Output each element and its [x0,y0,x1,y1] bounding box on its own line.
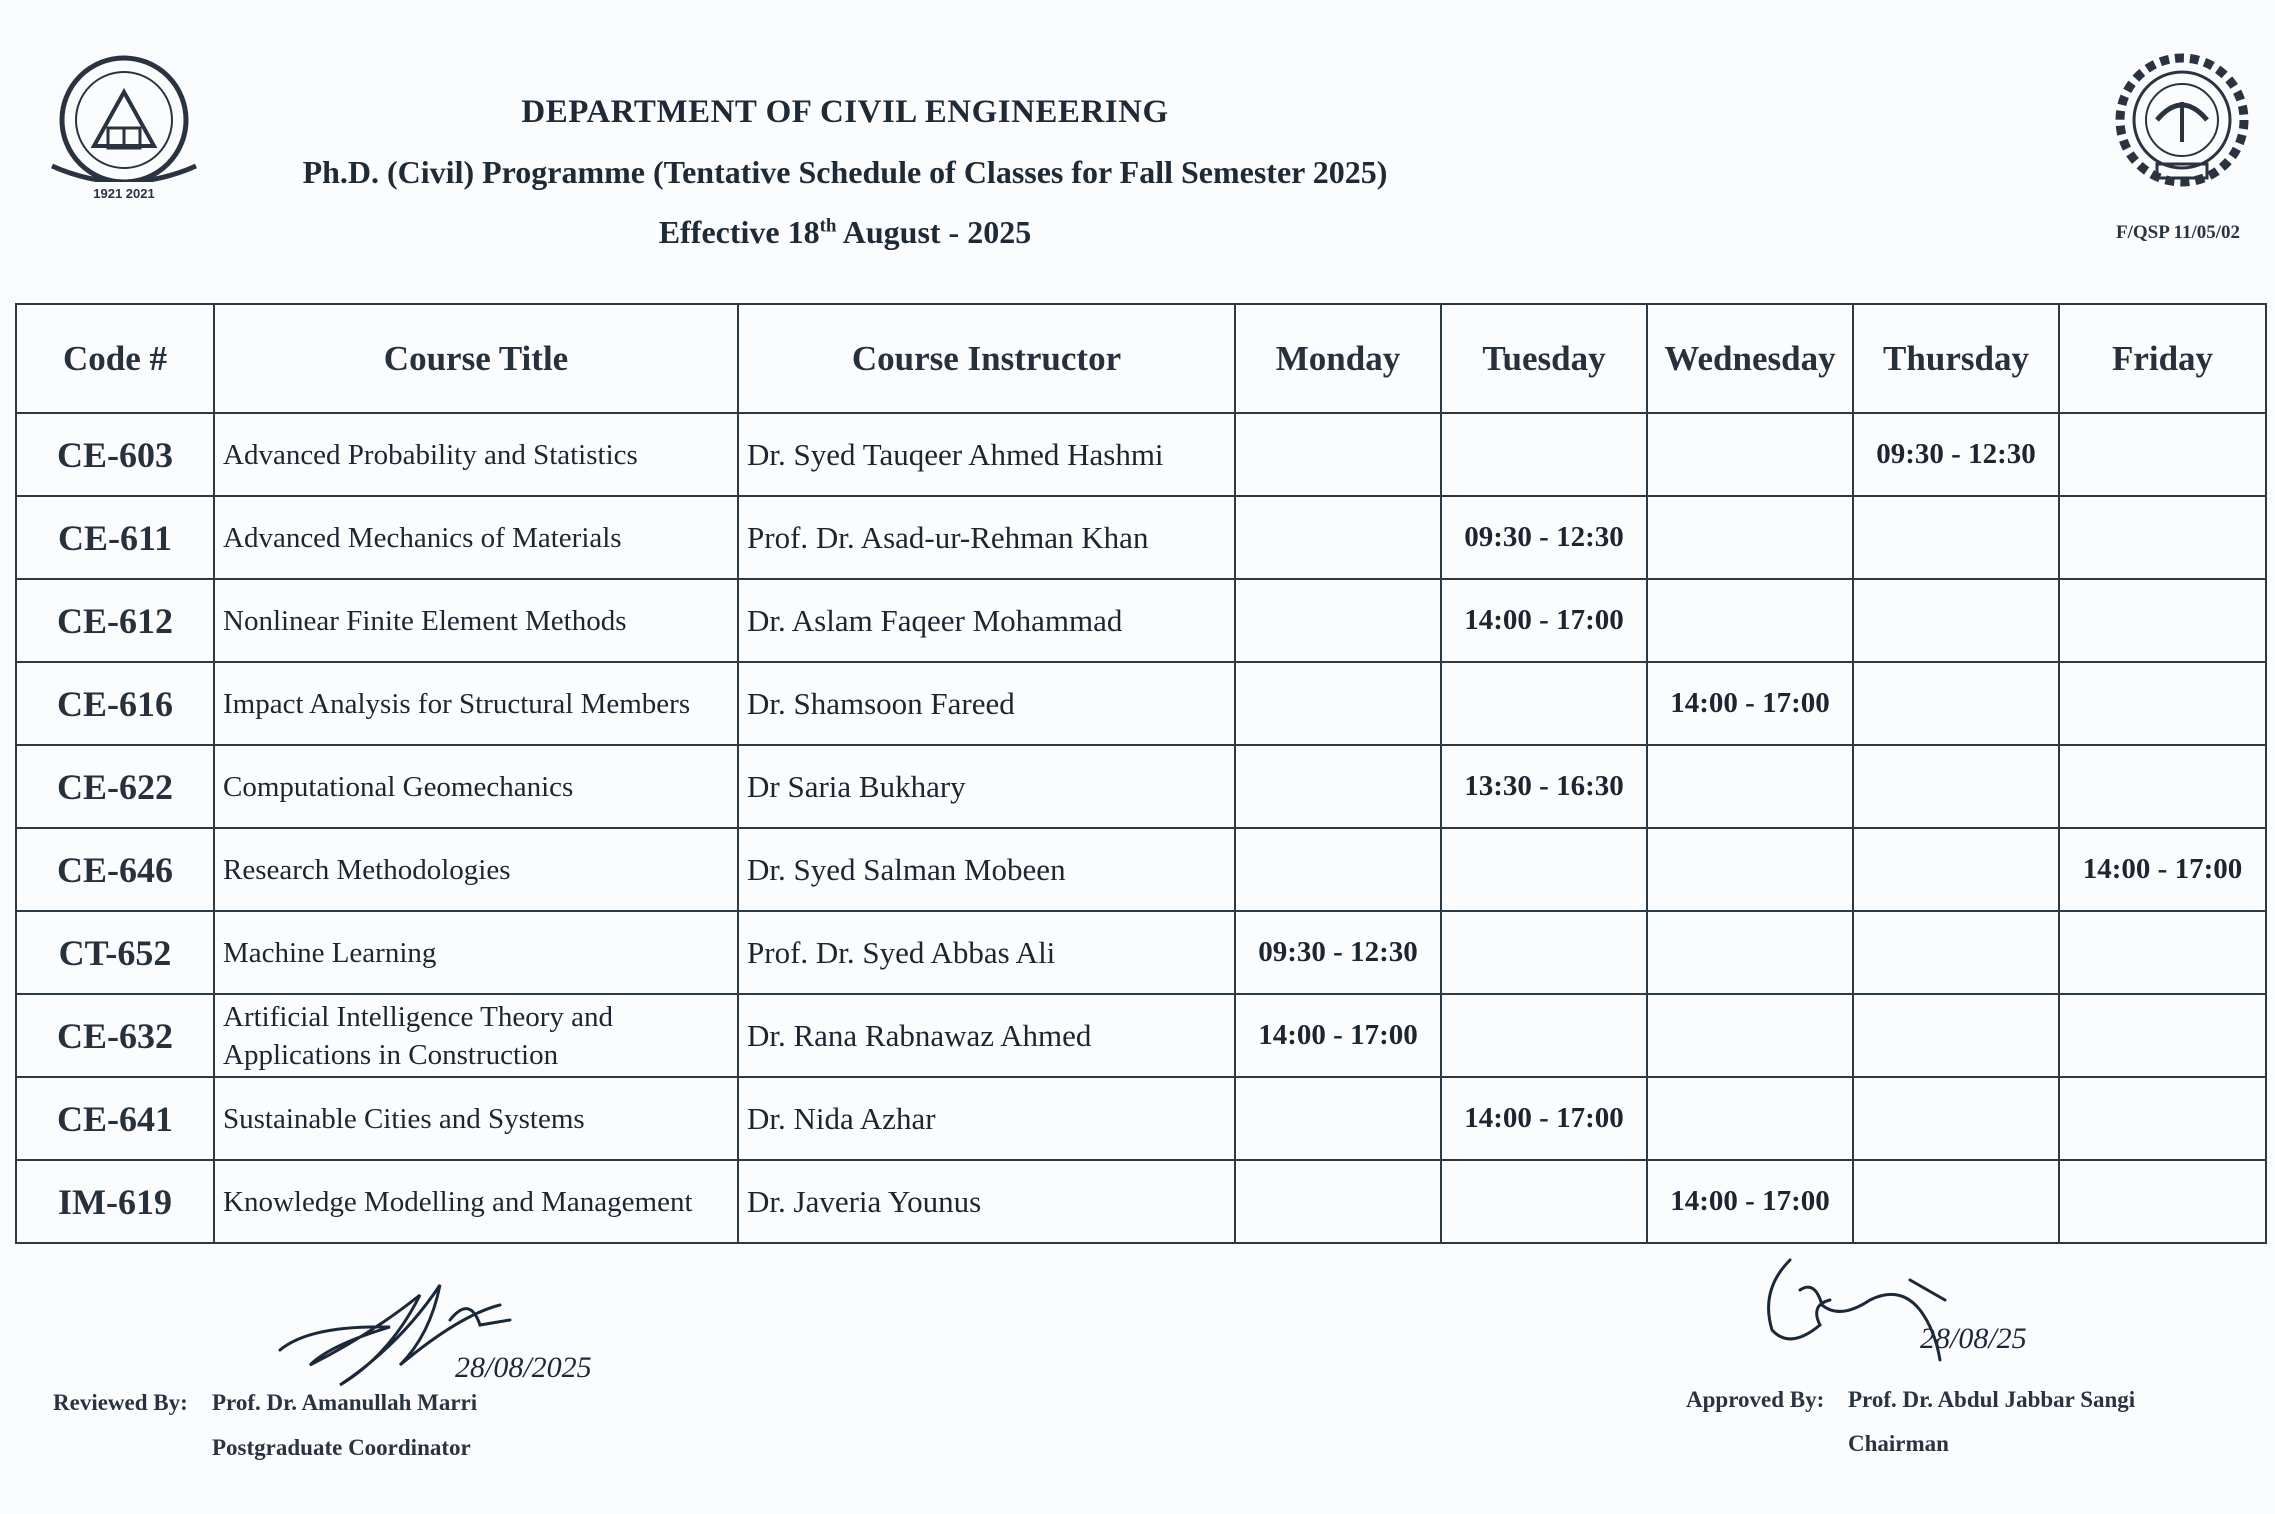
column-header: Code # [16,304,214,413]
approver-role: Chairman [1848,1431,1949,1456]
table-header-row [16,304,2266,413]
course-instructor: Prof. Dr. Syed Abbas Ali [738,911,1235,994]
reviewer-name: Prof. Dr. Amanullah Marri [212,1390,478,1415]
column-header: Course Title [214,304,738,413]
reviewer-signature-date: 28/08/2025 [455,1351,592,1384]
table-row [16,579,2266,662]
thursday-slot: 09:30 - 12:30 [1853,413,2059,496]
monday-slot [1235,828,1441,911]
tuesday-slot: 13:30 - 16:30 [1441,745,1647,828]
wednesday-slot [1647,579,1853,662]
friday-slot [2059,994,2266,1077]
course-title: Artificial Intelligence Theory and Applications in Construction [214,994,738,1077]
thursday-slot [1853,662,2059,745]
course-instructor: Dr. Shamsoon Fareed [738,662,1235,745]
approved-by-label: Approved By: [1686,1387,1825,1412]
table-row [16,828,2266,911]
tuesday-slot: 09:30 - 12:30 [1441,496,1647,579]
thursday-slot [1853,1077,2059,1160]
reviewer-role: Postgraduate Coordinator [212,1435,471,1460]
course-title: Impact Analysis for Structural Members [214,662,738,745]
column-header: Tuesday [1441,304,1647,413]
course-title: Advanced Mechanics of Materials [214,496,738,579]
tuesday-slot [1441,994,1647,1077]
tuesday-slot [1441,1160,1647,1243]
wednesday-slot [1647,994,1853,1077]
table-row [16,496,2266,579]
course-instructor: Prof. Dr. Asad-ur-Rehman Khan [738,496,1235,579]
seal-year: 1921 2021 [93,186,155,201]
tuesday-slot [1441,662,1647,745]
course-title: Advanced Probability and Statistics [214,413,738,496]
course-instructor: Dr Saria Bukhary [738,745,1235,828]
approver-name: Prof. Dr. Abdul Jabbar Sangi [1848,1387,2136,1412]
thursday-slot [1853,496,2059,579]
course-code: CE-646 [16,828,214,911]
department-title: DEPARTMENT OF CIVIL ENGINEERING [521,94,1169,130]
monday-slot [1235,662,1441,745]
table-row [16,745,2266,828]
course-code: CE-612 [16,579,214,662]
monday-slot [1235,1160,1441,1243]
course-code: IM-619 [16,1160,214,1243]
wednesday-slot [1647,828,1853,911]
tuesday-slot [1441,413,1647,496]
column-header: Thursday [1853,304,2059,413]
course-code: CE-641 [16,1077,214,1160]
approver-signature [1760,1250,2120,1380]
monday-slot [1235,745,1441,828]
wednesday-slot [1647,413,1853,496]
table-row [16,1160,2266,1243]
course-code: CT-652 [16,911,214,994]
tuesday-slot [1441,911,1647,994]
course-title: Research Methodologies [214,828,738,911]
course-code: CE-622 [16,745,214,828]
course-code: CE-611 [16,496,214,579]
friday-slot [2059,745,2266,828]
course-code: CE-632 [16,994,214,1077]
course-title: Computational Geomechanics [214,745,738,828]
table-row [16,413,2266,496]
tuesday-slot: 14:00 - 17:00 [1441,1077,1647,1160]
wednesday-slot: 14:00 - 17:00 [1647,1160,1853,1243]
reviewer-signature [270,1265,620,1395]
monday-slot [1235,496,1441,579]
friday-slot [2059,496,2266,579]
course-code: CE-603 [16,413,214,496]
wednesday-slot [1647,745,1853,828]
course-instructor: Dr. Aslam Faqeer Mohammad [738,579,1235,662]
friday-slot [2059,413,2266,496]
monday-slot [1235,579,1441,662]
column-header: Monday [1235,304,1441,413]
friday-slot [2059,1077,2266,1160]
table-row [16,911,2266,994]
course-instructor: Dr. Syed Tauqeer Ahmed Hashmi [738,413,1235,496]
effective-date: Effective 18th August - 2025 [658,214,1032,250]
thursday-slot [1853,745,2059,828]
monday-slot: 14:00 - 17:00 [1235,994,1441,1077]
course-code: CE-616 [16,662,214,745]
course-instructor: Dr. Syed Salman Mobeen [738,828,1235,911]
table-row [16,994,2266,1077]
thursday-slot [1853,579,2059,662]
course-title: Nonlinear Finite Element Methods [214,579,738,662]
course-title: Machine Learning [214,911,738,994]
engineering-gear-logo [2085,50,2275,200]
course-title: Sustainable Cities and Systems [214,1077,738,1160]
wednesday-slot [1647,911,1853,994]
schedule-table [15,303,2267,1244]
form-code: F/QSP 11/05/02 [2116,222,2241,243]
tuesday-slot [1441,828,1647,911]
monday-slot [1235,1077,1441,1160]
thursday-slot [1853,1160,2059,1243]
reviewed-by-label: Reviewed By: [53,1390,188,1415]
course-instructor: Dr. Javeria Younus [738,1160,1235,1243]
table-row [16,662,2266,745]
friday-slot [2059,579,2266,662]
friday-slot [2059,911,2266,994]
tuesday-slot: 14:00 - 17:00 [1441,579,1647,662]
column-header: Course Instructor [738,304,1235,413]
course-instructor: Dr. Nida Azhar [738,1077,1235,1160]
wednesday-slot: 14:00 - 17:00 [1647,662,1853,745]
friday-slot [2059,662,2266,745]
friday-slot [2059,1160,2266,1243]
wednesday-slot [1647,1077,1853,1160]
programme-title: Ph.D. (Civil) Programme (Tentative Schedule of Classes for Fall Semester 2025) [302,154,1388,190]
course-title: Knowledge Modelling and Management [214,1160,738,1243]
course-instructor: Dr. Rana Rabnawaz Ahmed [738,994,1235,1077]
column-header: Friday [2059,304,2266,413]
monday-slot: 09:30 - 12:30 [1235,911,1441,994]
approver-signature-date: 28/08/25 [1920,1322,2027,1355]
table-row [16,1077,2266,1160]
thursday-slot [1853,828,2059,911]
wednesday-slot [1647,496,1853,579]
friday-slot: 14:00 - 17:00 [2059,828,2266,911]
monday-slot [1235,413,1441,496]
thursday-slot [1853,911,2059,994]
thursday-slot [1853,994,2059,1077]
column-header: Wednesday [1647,304,1853,413]
